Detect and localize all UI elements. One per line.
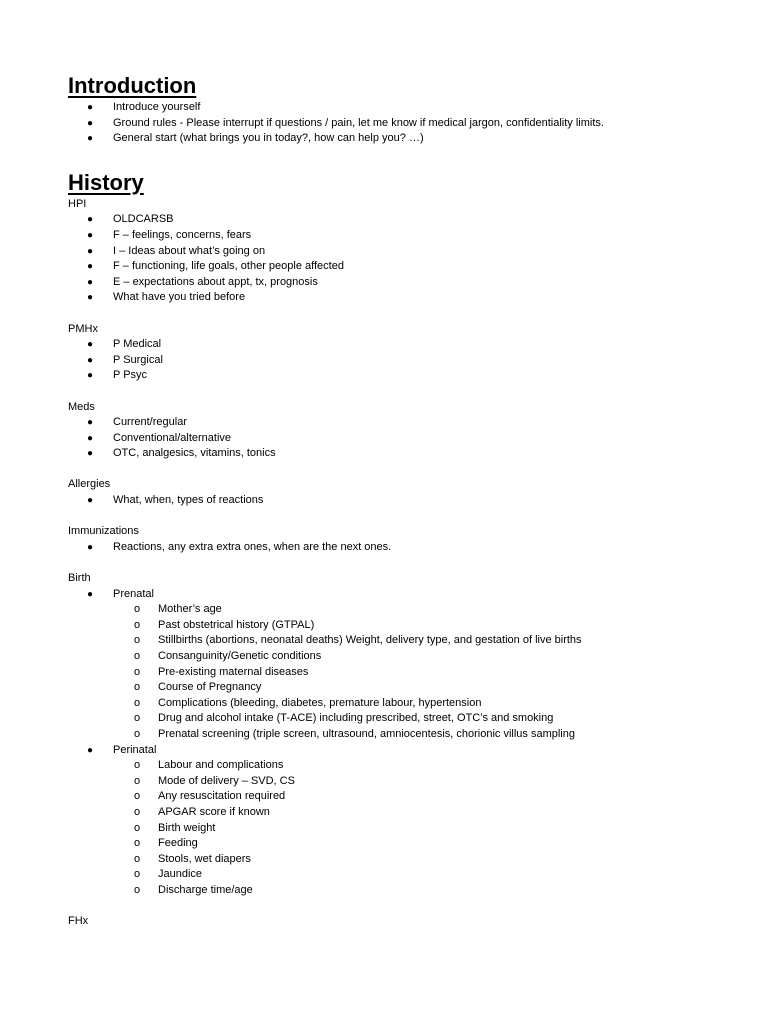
bullet-icon: ● bbox=[87, 417, 94, 429]
circle-bullet-icon: o bbox=[134, 821, 141, 834]
circle-bullet-icon: o bbox=[134, 852, 141, 865]
immunizations-list bbox=[68, 540, 708, 556]
list-item: ● Current/regular bbox=[68, 415, 708, 431]
bullet-icon: ● bbox=[87, 354, 94, 366]
bullet-icon: ● bbox=[87, 229, 94, 241]
immunizations-label: Immunizations bbox=[68, 525, 139, 538]
bullet-icon: ● bbox=[87, 370, 94, 382]
list-item: o Mode of delivery – SVD, CS bbox=[68, 774, 708, 790]
list-item: o APGAR score if known bbox=[68, 805, 708, 821]
circle-bullet-icon: o bbox=[134, 790, 141, 803]
bullet-icon: ● bbox=[87, 448, 94, 460]
spacer bbox=[68, 384, 708, 400]
circle-bullet-icon: o bbox=[134, 883, 141, 896]
bullet-icon: ● bbox=[87, 744, 94, 756]
list-item: ● OTC, analgesics, vitamins, tonics bbox=[68, 446, 708, 462]
list-item: o Labour and complications bbox=[68, 758, 708, 774]
spacer bbox=[68, 509, 708, 525]
circle-bullet-icon: o bbox=[134, 618, 141, 631]
list-item: o Complications (bleeding, diabetes, premature labour, hypertension bbox=[68, 696, 708, 712]
list-item: ● Introduce yourself bbox=[68, 100, 708, 116]
circle-bullet-icon: o bbox=[134, 665, 141, 678]
list-item: ● What, when, types of reactions bbox=[68, 493, 708, 509]
birth-label: Birth bbox=[68, 572, 91, 585]
circle-bullet-icon: o bbox=[134, 650, 141, 662]
birth-list bbox=[68, 587, 708, 603]
bullet-icon: ● bbox=[87, 495, 94, 507]
list-item-prenatal: ● Prenatal bbox=[68, 587, 708, 603]
list-item: ● Ground rules - Please interrupt if questions / pain, let me know if medical jargon, confidentiality limits. bbox=[68, 116, 708, 132]
pmhx-list bbox=[68, 337, 708, 384]
meds-list bbox=[68, 415, 708, 462]
bullet-icon: ● bbox=[87, 292, 94, 304]
history-heading: History bbox=[68, 169, 144, 195]
list-item: ● OLDCARSB bbox=[68, 212, 708, 228]
list-item: ● What have you tried before bbox=[68, 290, 708, 306]
circle-bullet-icon: o bbox=[134, 727, 141, 740]
list-item: o Stillbirths (abortions, neonatal deaths) Weight, delivery type, and gestation of live births bbox=[68, 633, 708, 649]
list-item: ● Reactions, any extra extra ones, when are the next ones. bbox=[68, 540, 708, 556]
bullet-icon: ● bbox=[87, 133, 94, 145]
circle-bullet-icon: o bbox=[134, 774, 141, 787]
bullet-icon: ● bbox=[87, 245, 94, 257]
pmhx-label: PMHx bbox=[68, 322, 98, 335]
circle-bullet-icon: o bbox=[134, 634, 141, 647]
hpi-label: HPI bbox=[68, 197, 87, 210]
document-page bbox=[68, 72, 708, 930]
list-item: o Consanguinity/Genetic conditions bbox=[68, 649, 708, 665]
allergies-list bbox=[68, 493, 708, 509]
circle-bullet-icon: o bbox=[134, 603, 141, 616]
list-item: ● P Medical bbox=[68, 337, 708, 353]
spacer bbox=[68, 462, 708, 478]
bullet-icon: ● bbox=[87, 339, 94, 351]
list-item: o Discharge time/age bbox=[68, 883, 708, 899]
list-item: o Any resuscitation required bbox=[68, 789, 708, 805]
list-item-perinatal: ● Perinatal bbox=[68, 743, 708, 759]
introduction-list bbox=[68, 100, 708, 147]
perinatal-list bbox=[68, 758, 708, 898]
circle-bullet-icon: o bbox=[134, 837, 141, 850]
list-item: o Pre-existing maternal diseases bbox=[68, 665, 708, 681]
circle-bullet-icon: o bbox=[134, 805, 141, 818]
hpi-list bbox=[68, 212, 708, 306]
bullet-icon: ● bbox=[87, 102, 94, 113]
bullet-icon: ● bbox=[87, 588, 94, 600]
list-item: o Feeding bbox=[68, 836, 708, 852]
list-item: o Jaundice bbox=[68, 867, 708, 883]
list-item: o Mother’s age bbox=[68, 602, 708, 618]
list-item: ● F – feelings, concerns, fears bbox=[68, 228, 708, 244]
list-item: ● E – expectations about appt, tx, prognosis bbox=[68, 275, 708, 291]
list-item: o Birth weight bbox=[68, 821, 708, 837]
bullet-icon: ● bbox=[87, 541, 94, 553]
circle-bullet-icon: o bbox=[134, 868, 141, 881]
spacer bbox=[68, 306, 708, 322]
birth-list-perinatal bbox=[68, 743, 708, 759]
bullet-icon: ● bbox=[87, 117, 94, 129]
circle-bullet-icon: o bbox=[134, 759, 141, 772]
bullet-icon: ● bbox=[87, 276, 94, 288]
allergies-label: Allergies bbox=[68, 478, 111, 491]
circle-bullet-icon: o bbox=[134, 696, 141, 709]
bullet-icon: ● bbox=[87, 432, 94, 444]
list-item: o Drug and alcohol intake (T-ACE) including prescribed, street, OTC’s and smoking bbox=[68, 711, 708, 727]
bullet-icon: ● bbox=[87, 261, 94, 273]
circle-bullet-icon: o bbox=[134, 712, 141, 725]
list-item: ● F – functioning, life goals, other people affected bbox=[68, 259, 708, 275]
list-item: ● P Surgical bbox=[68, 353, 708, 369]
list-item: ● General start (what brings you in today?, how can help you? …) bbox=[68, 131, 708, 147]
list-item: ● I – Ideas about what’s going on bbox=[68, 244, 708, 260]
list-item: ● P Psyc bbox=[68, 368, 708, 384]
meds-label: Meds bbox=[68, 400, 95, 413]
fhx-label: FHx bbox=[68, 915, 89, 928]
list-item: ● Conventional/alternative bbox=[68, 431, 708, 447]
introduction-heading: Introduction bbox=[68, 73, 197, 98]
list-item: o Course of Pregnancy bbox=[68, 680, 708, 696]
list-item: o Prenatal screening (triple screen, ultrasound, amniocentesis, chorionic villus sampling bbox=[68, 727, 708, 743]
prenatal-list bbox=[68, 602, 708, 742]
spacer bbox=[68, 555, 708, 571]
list-item: o Stools, wet diapers bbox=[68, 852, 708, 868]
circle-bullet-icon: o bbox=[134, 681, 141, 694]
list-item: o Past obstetrical history (GTPAL) bbox=[68, 618, 708, 634]
bullet-icon: ● bbox=[87, 214, 94, 226]
